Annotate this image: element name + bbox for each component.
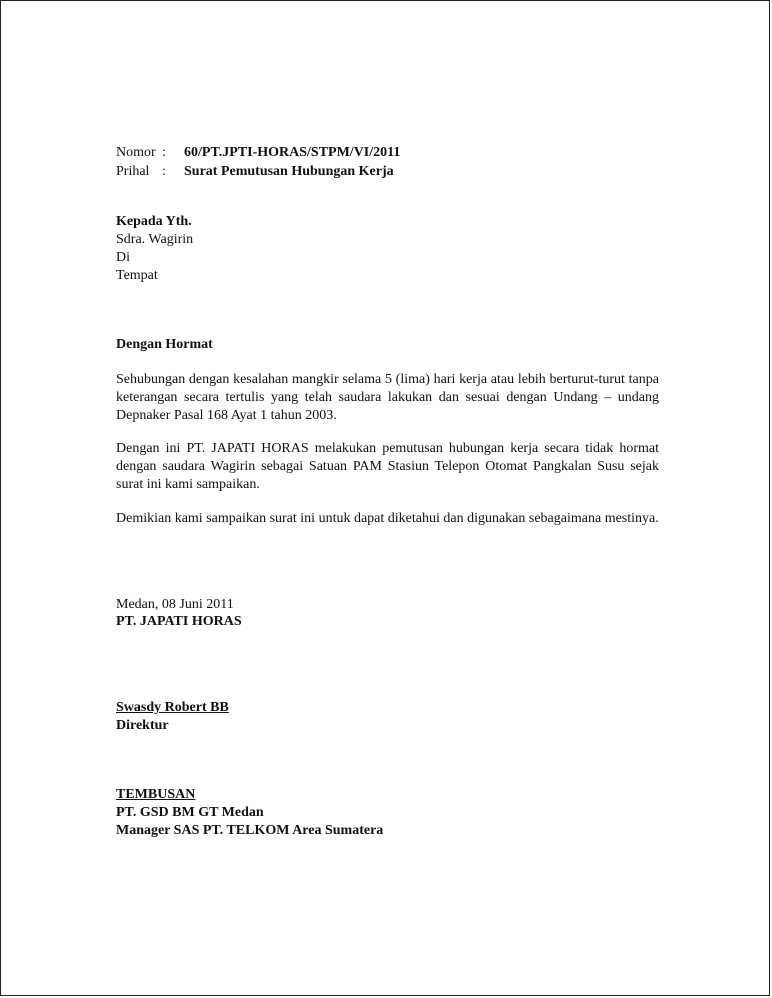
place-date: Medan, 08 Juni 2011 [116,597,234,612]
prihal-value: Surat Pemutusan Hubungan Kerja [184,164,394,179]
nomor-label: Nomor [116,145,156,160]
nomor-row [116,144,400,162]
prihal-label: Prihal [116,164,150,179]
nomor-colon: : [162,145,166,160]
cc-item-1: PT. GSD BM GT Medan [116,805,264,820]
recipient-line-tempat: Tempat [116,268,158,283]
cc-heading: TEMBUSAN [116,787,196,802]
paragraph-3: Demikian kami sampaikan surat ini untuk dapat diketahui dan digunakan sebagaimana mestinya. [116,511,659,526]
nomor-value: 60/PT.JPTI-HORAS/STPM/VI/2011 [184,145,401,160]
recipient-line-di: Di [116,250,130,265]
recipient-block [116,213,193,285]
signer-name: Swasdy Robert BB [116,700,229,715]
paragraph-2: Dengan ini PT. JAPATI HORAS melakukan pemutusan hubungan kerja secara tidak hormat dengan saudara Wagirin sebagai Satuan PAM Stasiun Telepon Otomat Pangkalan Susu sejak surat ini kami sampaikan. [116,441,659,492]
recipient-name: Sdra. Wagirin [116,232,194,247]
cc-item-2: Manager SAS PT. TELKOM Area Sumatera [116,823,384,838]
paragraph-1: Sehubungan dengan kesalahan mangkir selama 5 (lima) hari kerja atau lebih berturut-turut tanpa keterangan secara tertulis yang telah saudara lakukan dan sesuai dengan Undang – undang Depnaker Pasal 168 Ayat 1 tahun 2003. [116,372,659,423]
cc-block [116,786,383,840]
prihal-colon: : [162,164,166,179]
prihal-row [116,163,394,181]
greeting: Dengan Hormat [116,337,213,352]
signer-title: Direktur [116,718,169,733]
recipient-heading: Kepada Yth. [116,214,192,229]
company-name: PT. JAPATI HORAS [116,614,242,629]
